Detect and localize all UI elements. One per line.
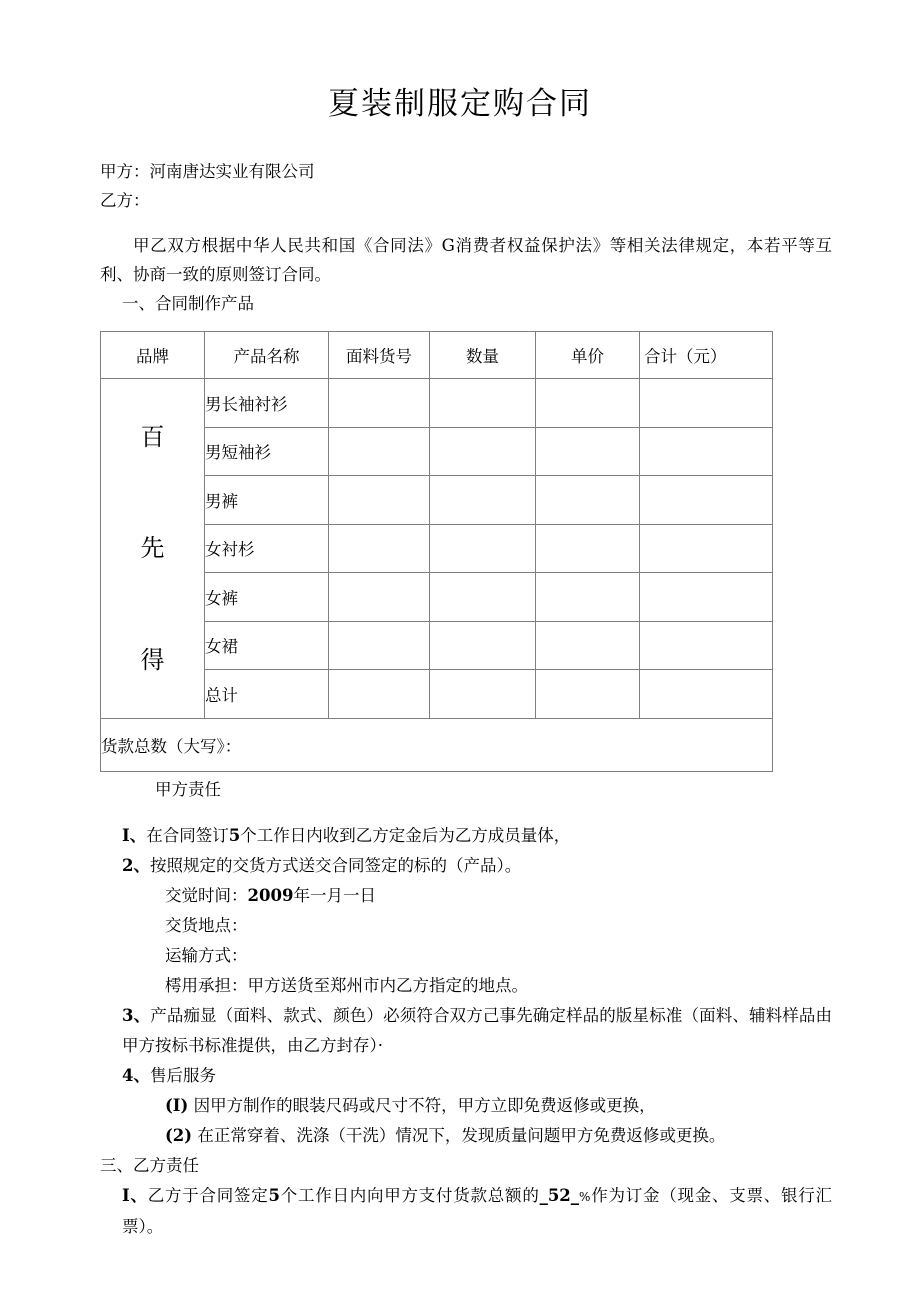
product-name: 女裤 (205, 573, 329, 622)
clause-b-1-percent-value[interactable]: _52_ (539, 1185, 580, 1205)
table-header-total: 合计（元） (640, 332, 773, 379)
delivery-time-label: 交觉时间： (165, 885, 248, 905)
clause-b-1-mid: 个工作日内向甲方支付货款总额的 (280, 1185, 540, 1205)
clause-a-1-pre: 在合同签订 (146, 825, 229, 845)
unit-price-value[interactable] (536, 379, 640, 428)
total-value[interactable] (640, 476, 773, 525)
fabric-no-value[interactable] (329, 427, 430, 476)
quantity-value[interactable] (430, 670, 536, 719)
clause-a-3-marker: 3、 (122, 1005, 151, 1025)
quantity-value[interactable] (430, 476, 536, 525)
product-name: 女裙 (205, 621, 329, 670)
responsibilities-block (0, 775, 920, 1242)
grand-total-label[interactable]: 货款总数（大写》： (101, 718, 773, 771)
clause-a-4-sub-1-marker: (I) (165, 1095, 189, 1115)
clause-a-3-text: 产品痂显（面料、款式、颜色）必须符合双方己事先确定样品的版星标准（面料、辅料样品由甲方按标书标准提供，由乙方封存）· (122, 1005, 833, 1055)
table-footer-row (101, 718, 773, 771)
fabric-no-value[interactable] (329, 573, 430, 622)
clause-a-4-sub-2 (100, 1121, 832, 1151)
delivery-time-line (100, 881, 832, 911)
clause-a-1-days: 5 (228, 825, 241, 845)
table-header-quantity: 数量 (430, 332, 536, 379)
fabric-no-value[interactable] (329, 621, 430, 670)
brand-char-2: 先 (140, 534, 165, 563)
party-a-clauses (100, 821, 832, 1151)
section-one-title: 一、合同制作产品 (122, 294, 254, 314)
parties-block (0, 157, 920, 318)
clause-a-4-sub-2-marker: (2) (165, 1125, 193, 1145)
quantity-value[interactable] (430, 573, 536, 622)
product-name: 男短袖衫 (205, 427, 329, 476)
quantity-value[interactable] (430, 524, 536, 573)
table-header-fabric-no: 面料货号 (329, 332, 430, 379)
clause-b-1-days: 5 (268, 1185, 280, 1205)
brand-char-3: 得 (140, 645, 165, 674)
delivery-place-line: 交货地点： (165, 915, 248, 935)
total-value[interactable] (640, 573, 773, 622)
product-name: 男裤 (205, 476, 329, 525)
party-b-heading: 三、乙方责任 (100, 1155, 199, 1175)
fabric-no-value[interactable] (329, 476, 430, 525)
total-value[interactable] (640, 670, 773, 719)
clause-b-1-post: 作为订金（现金、支票、银行汇票）。 (122, 1185, 833, 1236)
quantity-value[interactable] (430, 427, 536, 476)
clause-a-1 (100, 821, 832, 851)
fabric-no-value[interactable] (329, 379, 430, 428)
unit-price-value[interactable] (536, 427, 640, 476)
clause-b-1 (100, 1181, 832, 1242)
clause-a-4-text: 售后服务 (149, 1065, 216, 1085)
delivery-time-rest: 年一月一日 (293, 885, 376, 905)
table-header-row (101, 332, 773, 379)
product-table (100, 331, 773, 772)
page-title: 夏装制服定购合同 (328, 86, 592, 122)
clause-a-2 (100, 851, 832, 881)
total-value[interactable] (640, 427, 773, 476)
clause-a-4-sub-2-text: 在正常穿着、洗涤（干洗）情况下，发现质量问题甲方免费返修或更换。 (197, 1125, 726, 1145)
clause-a-1-post: 个工作日内收到乙方定金后为乙方成员量体， (240, 825, 571, 845)
product-name: 男长袖衬衫 (205, 379, 329, 428)
delivery-time-year: 2009 (247, 885, 294, 905)
table-row (101, 379, 773, 428)
product-table-wrap (0, 331, 920, 772)
clause-a-2-text: 按照规定的交货方式送交合同签定的标的（产品）。 (149, 855, 522, 875)
transport-mode-line: 运输方式： (165, 945, 248, 965)
clause-a-1-marker: I、 (122, 825, 147, 845)
unit-price-value[interactable] (536, 670, 640, 719)
product-name-total: 总计 (205, 670, 329, 719)
total-value[interactable] (640, 621, 773, 670)
clause-a-4-sub-1-text: 因甲方制作的眼装尺码或尺寸不符，甲方立即免费返修或更换， (193, 1095, 656, 1115)
table-header-product: 产品名称 (205, 332, 329, 379)
fabric-no-value[interactable] (329, 670, 430, 719)
clause-b-1-percent-symbol: % (579, 1189, 591, 1204)
freight-line: 樗用承担：甲方送货至郑州市内乙方指定的地点。 (165, 975, 528, 995)
total-value[interactable] (640, 379, 773, 428)
unit-price-value[interactable] (536, 476, 640, 525)
party-a-line: 甲方：河南唐达实业有限公司 (100, 162, 315, 182)
brand-cell (101, 379, 205, 719)
unit-price-value[interactable] (536, 621, 640, 670)
fabric-no-value[interactable] (329, 524, 430, 573)
brand-stack (101, 381, 204, 715)
quantity-value[interactable] (430, 379, 536, 428)
clause-a-2-marker: 2、 (122, 855, 150, 875)
clause-a-4-sub-1 (100, 1091, 832, 1121)
product-name: 女衬杉 (205, 524, 329, 573)
clause-a-4-marker: 4、 (122, 1065, 150, 1085)
party-b-line: 乙方： (100, 191, 150, 211)
party-a-heading: 甲方责任 (155, 779, 221, 799)
preamble-paragraph: 甲乙双方根据中华人民共和国《合同法》G消费者权益保护法》等相关法律规定，本若平等互利、协商一致的原则签订合同。 (100, 236, 832, 285)
quantity-value[interactable] (430, 621, 536, 670)
table-header-brand: 品牌 (101, 332, 205, 379)
total-value[interactable] (640, 524, 773, 573)
clause-b-1-pre: 乙方于合同签定 (147, 1185, 269, 1205)
clause-a-4 (100, 1061, 832, 1091)
unit-price-value[interactable] (536, 573, 640, 622)
table-header-unit-price: 单价 (536, 332, 640, 379)
clause-a-3 (100, 1001, 832, 1061)
clause-b-1-marker: I、 (122, 1185, 148, 1205)
brand-char-1: 百 (140, 423, 165, 452)
unit-price-value[interactable] (536, 524, 640, 573)
